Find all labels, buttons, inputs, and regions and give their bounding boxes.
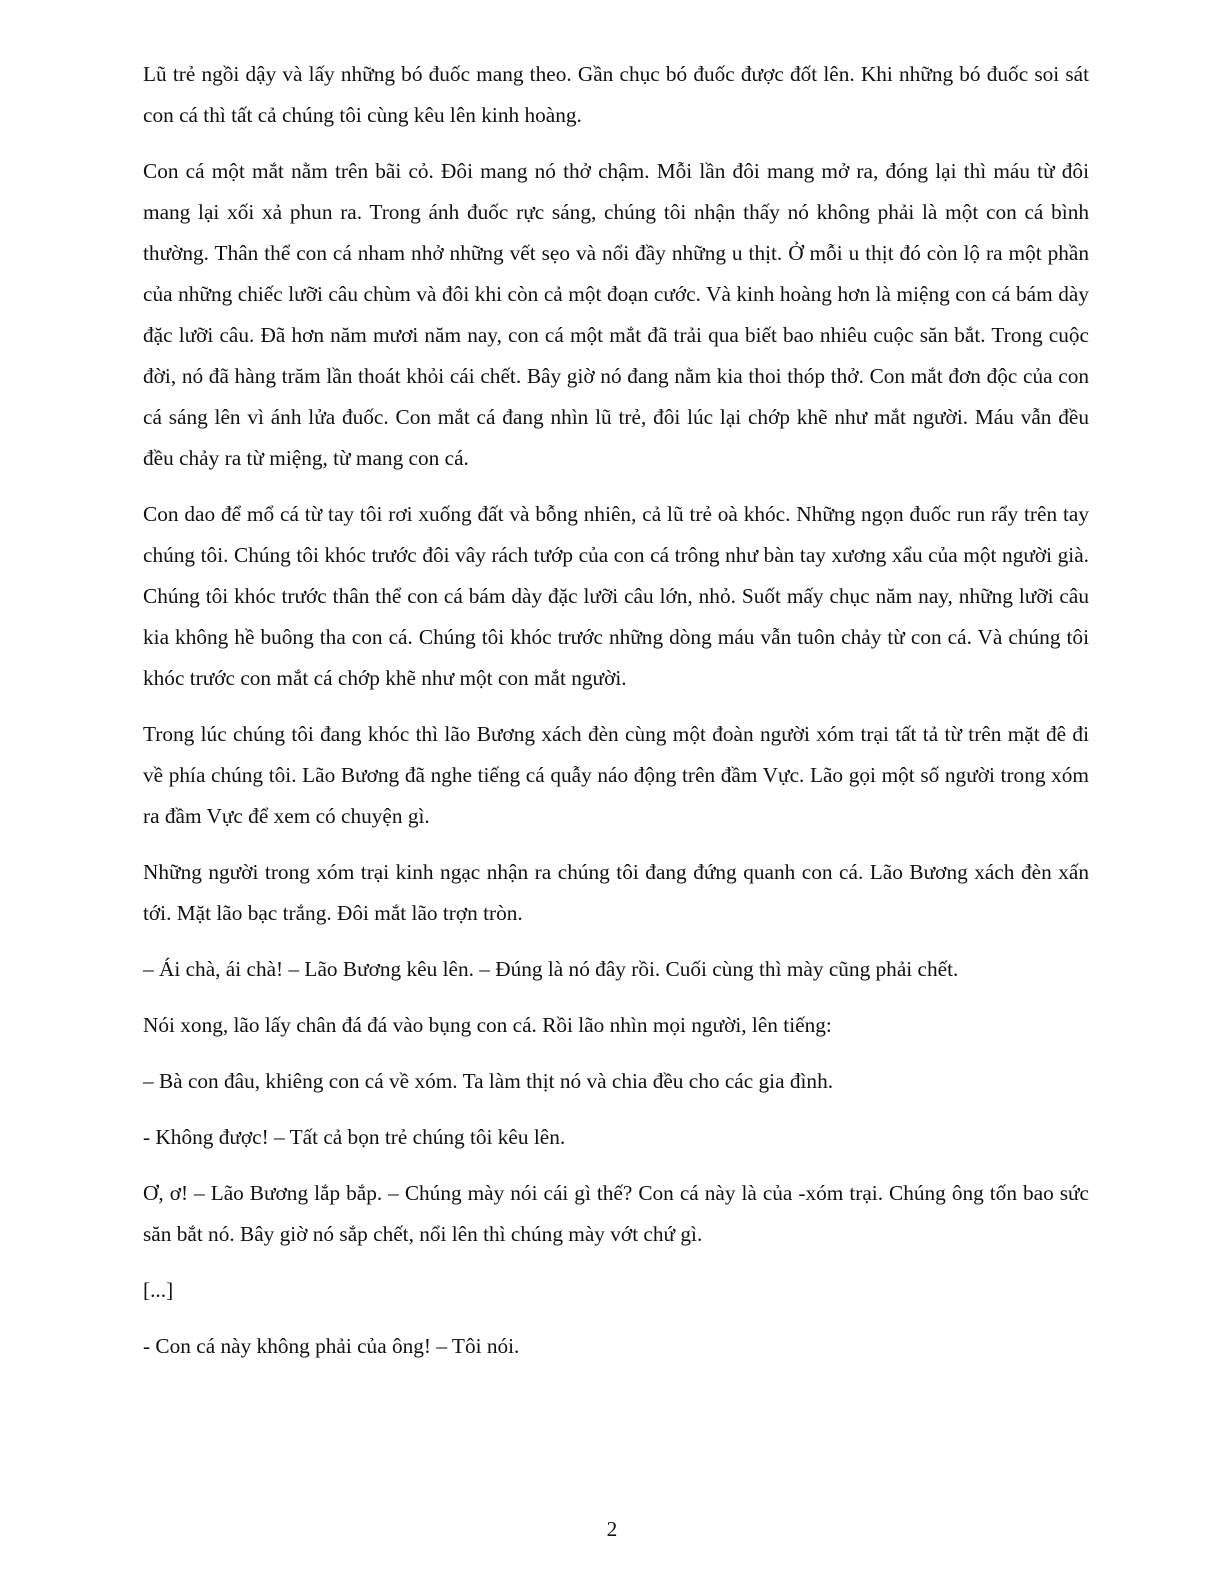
paragraph-7: Nói xong, lão lấy chân đá đá vào bụng con cá. Rồi lão nhìn mọi người, lên tiếng: <box>143 1013 832 1037</box>
paragraph-11-ellipsis: [...] <box>143 1278 174 1302</box>
paragraph-9: - Không được! – Tất cả bọn trẻ chúng tôi kêu lên. <box>143 1125 566 1149</box>
paragraph-1: Lũ trẻ ngồi dậy và lấy những bó đuốc mang theo. Gần chục bó đuốc được đốt lên. Khi những bó đuốc soi sát con cá thì tất cả chúng tôi cùng kêu lên kinh hoàng. <box>143 62 1089 127</box>
paragraph-4: Trong lúc chúng tôi đang khóc thì lão Bương xách đèn cùng một đoàn người xóm trại tất tả từ trên mặt đê đi về phía chúng tôi. Lão Bương đã nghe tiếng cá quẫy náo động trên đầm Vực. Lão gọi một số người trong xóm ra đầm Vực để xem có chuyện gì. <box>143 722 1089 828</box>
paragraph-8: – Bà con đâu, khiêng con cá về xóm. Ta làm thịt nó và chia đều cho các gia đình. <box>143 1069 834 1093</box>
paragraph-5: Những người trong xóm trại kinh ngạc nhận ra chúng tôi đang đứng quanh con cá. Lão Bương xách đèn xấn tới. Mặt lão bạc trắng. Đôi mắt lão trợn tròn. <box>143 860 1089 925</box>
paragraph-3: Con dao để mổ cá từ tay tôi rơi xuống đất và bỗng nhiên, cả lũ trẻ oà khóc. Những ngọn đuốc run rẩy trên tay chúng tôi. Chúng tôi khóc trước đôi vây rách tướp của con cá trông như bàn tay xương xẩu của một người già. Chúng tôi khóc trước thân thể con cá bám dày đặc lưỡi câu lớn, nhỏ. Suốt mấy chục năm nay, những lưỡi câu kia không hề buông tha con cá. Chúng tôi khóc trước những dòng máu vẫn tuôn chảy từ con cá. Và chúng tôi khóc trước con mắt cá chớp khẽ như một con mắt người. <box>143 502 1089 690</box>
paragraph-2: Con cá một mắt nằm trên bãi cỏ. Đôi mang nó thở chậm. Mỗi lần đôi mang mở ra, đóng lại thì máu từ đôi mang lại xối xả phun ra. Trong ánh đuốc rực sáng, chúng tôi nhận thấy nó không phải là một con cá bình thường. Thân thể con cá nham nhở những vết sẹo và nổi đầy những u thịt. Ở mỗi u thịt đó còn lộ ra một phần của những chiếc lưỡi câu chùm và đôi khi còn cả một đoạn cước. Và kinh hoàng hơn là miệng con cá bám dày đặc lưỡi câu. Đã hơn năm mươi năm nay, con cá một mắt đã trải qua biết bao nhiêu cuộc săn bắt. Trong cuộc đời, nó đã hàng trăm lần thoát khỏi cái chết. Bây giờ nó đang nằm kia thoi thóp thở. Con mắt đơn độc của con cá sáng lên vì ánh lửa đuốc. Con mắt cá đang nhìn lũ trẻ, đôi lúc lại chớp khẽ như mắt người. Máu vẫn đều đều chảy ra từ miệng, từ mang con cá. <box>143 159 1089 470</box>
document-page <box>143 54 1089 1367</box>
page-number: 2 <box>606 1517 618 1541</box>
paragraph-12: - Con cá này không phải của ông! – Tôi nói. <box>143 1334 520 1358</box>
paragraph-10: Ơ, ơ! – Lão Bương lắp bắp. – Chúng mày nói cái gì thế? Con cá này là của -xóm trại. Chúng ông tốn bao sức săn bắt nó. Bây giờ nó sắp chết, nổi lên thì chúng mày vớt chứ gì. <box>143 1181 1089 1246</box>
paragraph-6: – Ái chà, ái chà! – Lão Bương kêu lên. – Đúng là nó đây rồi. Cuối cùng thì mày cũng phải chết. <box>143 957 959 981</box>
